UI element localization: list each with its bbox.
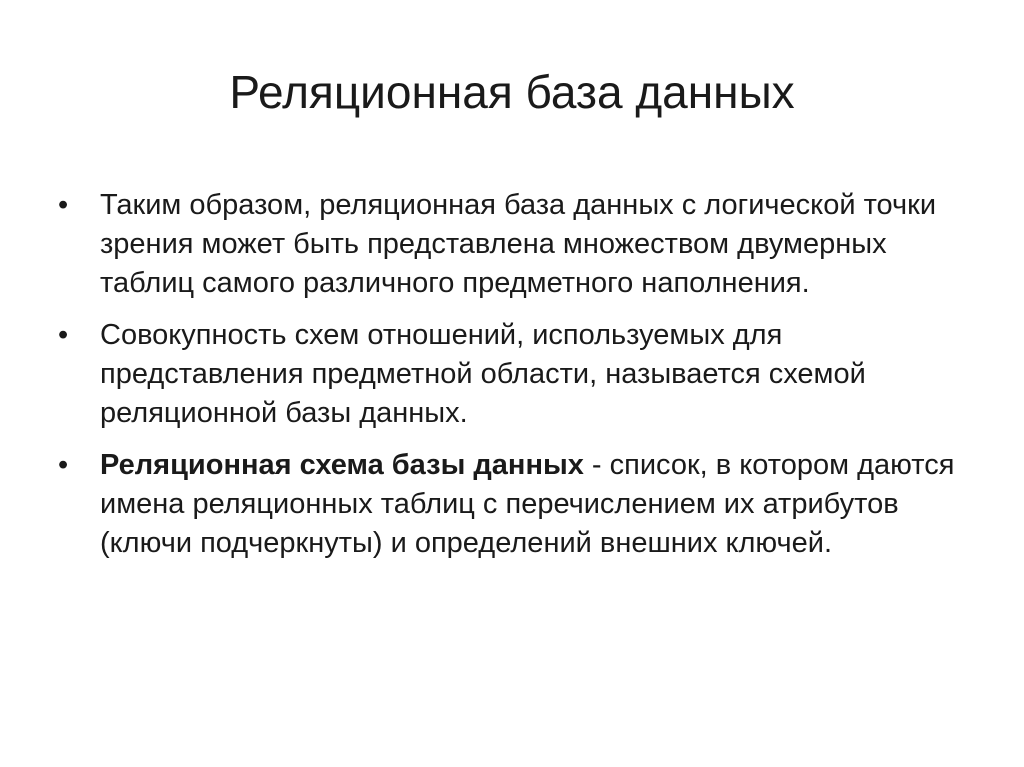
bullet-dot-icon: • [58,449,69,481]
bullet-item-2 [58,316,958,433]
bullet-text: Совокупность схем отношений, используемых для представления предметной области, называется схемой реляционной базы данных. [100,319,866,429]
bullet-term: Реляционная схема базы данных [100,449,584,481]
bullet-list [58,186,958,576]
bullet-text: - список, в котором даются имена реляционных таблиц с перечислением их атрибутов (ключи подчеркнуты) и определений внешних ключей. [100,449,955,559]
slide-title: Реляционная база данных [229,66,795,118]
bullet-dot-icon: • [58,319,69,351]
bullet-item-1 [58,186,958,303]
bullet-item-3 [58,446,958,563]
bullet-dot-icon: • [58,189,69,221]
bullet-text: Таким образом, реляционная база данных с логической точки зрения может быть представлена множеством двумерных таблиц самого различного предметного наполнения. [100,189,937,299]
